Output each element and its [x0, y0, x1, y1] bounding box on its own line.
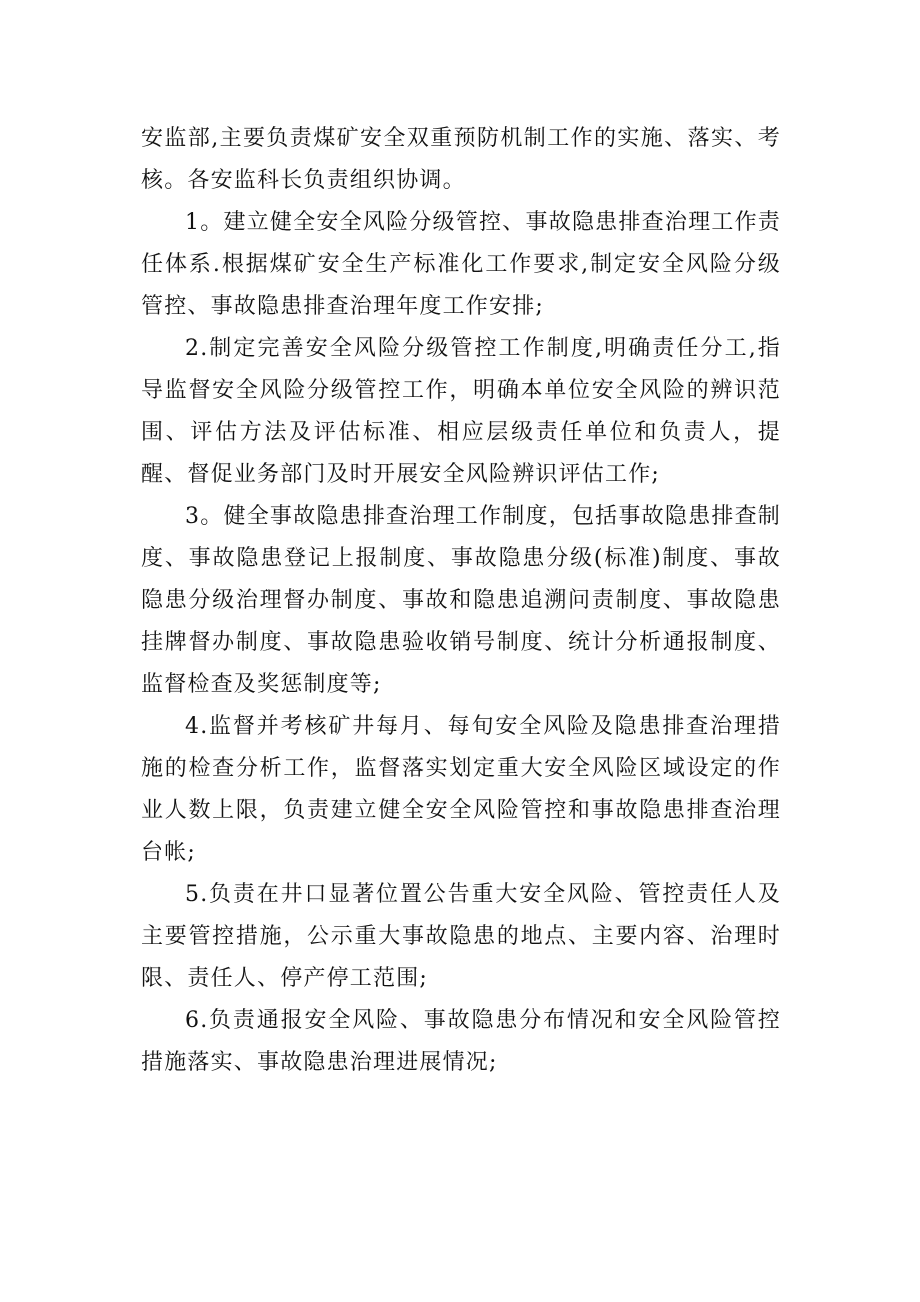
document-body [141, 118, 781, 1084]
paragraph-continuation: 安监部,主要负责煤矿安全双重预防机制工作的实施、落实、考核。各安监科长负责组织协调。 [141, 126, 781, 193]
paragraph-item-5: 5.负责在井口显著位置公告重大安全风险、管控责任人及主要管控措施，公示重大事故隐患的地点、主要内容、治理时限、责任人、停产停工范围; [141, 882, 781, 991]
paragraph-item-3: 3。健全事故隐患排查治理工作制度，包括事故隐患排查制度、事故隐患登记上报制度、事故隐患分级(标准)制度、事故隐患分级治理督办制度、事故和隐患追溯问责制度、事故隐患挂牌督办制度、事故隐患验收销号制度、统计分析通报制度、监督检查及奖惩制度等; [141, 504, 781, 697]
paragraph-item-4: 4.监督并考核矿井每月、每旬安全风险及隐患排查治理措施的检查分析工作，监督落实划定重大安全风险区域设定的作业人数上限，负责建立健全安全风险管控和事故隐患排查治理台帐; [141, 714, 781, 865]
paragraph-item-2: 2.制定完善安全风险分级管控工作制度,明确责任分工,指导监督安全风险分级管控工作，明确本单位安全风险的辨识范围、评估方法及评估标准、相应层级责任单位和负责人，提醒、督促业务部门及时开展安全风险辨识评估工作; [141, 336, 781, 487]
paragraph-item-1: 1。建立健全安全风险分级管控、事故隐患排查治理工作责任体系.根据煤矿安全生产标准化工作要求,制定安全风险分级管控、事故隐患排查治理年度工作安排; [141, 210, 781, 319]
paragraph-item-6: 6.负责通报安全风险、事故隐患分布情况和安全风险管控措施落实、事故隐患治理进展情况; [141, 1008, 781, 1075]
